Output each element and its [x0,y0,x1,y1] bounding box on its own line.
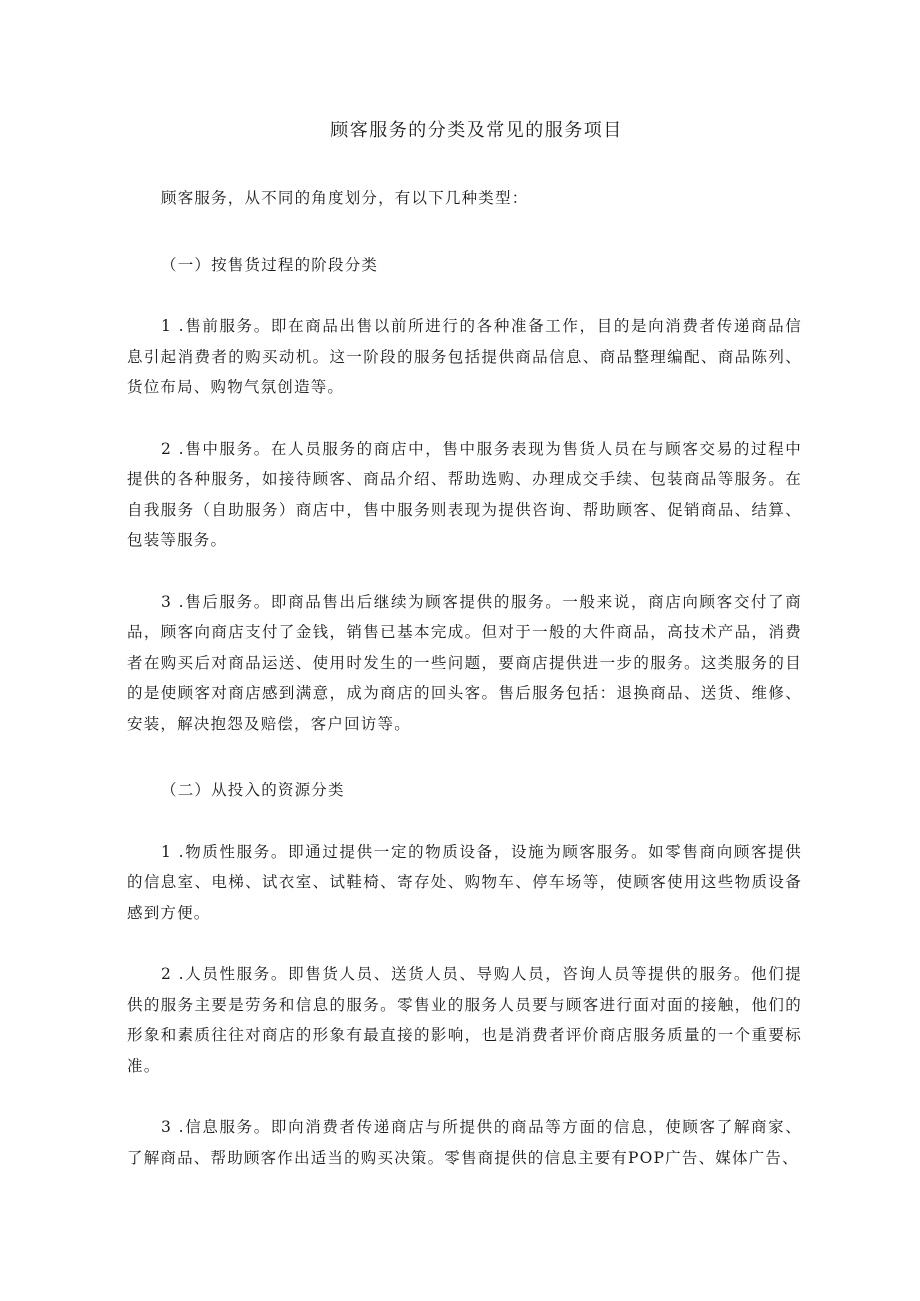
intro-paragraph: 顾客服务，从不同的角度划分，有以下几种类型： [161,189,529,207]
section-2-item-3: 3 .信息服务。即向消费者传递商店与所提供的商品等方面的信息，使顾客了解商家、了解商品、帮助顾客作出适当的购买决策。零售商提供的信息主要有POP广告、媒体广告、 [127,1118,802,1167]
document-title: 顾客服务的分类及常见的服务项目 [330,120,623,141]
section-heading-2: （二）从投入的资源分类 [161,781,345,799]
section-1-item-1: 1 .售前服务。即在商品出售以前所进行的各种准备工作，目的是向消费者传递商品信息引起消费者的购买动机。这一阶段的服务包括提供商品信息、商品整理编配、商品陈列、货位布局、购物气氛创造等。 [127,317,802,396]
section-2-item-1: 1 .物质性服务。即通过提供一定的物质设备，设施为顾客服务。如零售商向顾客提供的信息室、电梯、试衣室、试鞋椅、寄存处、购物车、停车场等，使顾客使用这些物质设备感到方便。 [127,842,802,922]
section-2-item-2: 2 .人员性服务。即售货人员、送货人员、导购人员，咨询人员等提供的服务。他们提供的服务主要是劳务和信息的服务。零售业的服务人员要与顾客进行面对面的接触，他们的形象和素质往往对商店的形象有最直接的影响，也是消费者评价商店服务质量的一个重要标准。 [127,965,802,1075]
section-1-item-2: 2 .售中服务。在人员服务的商店中，售中服务表现为售货人员在与顾客交易的过程中提供的各种服务，如接待顾客、商品介绍、帮助选购、办理成交手续、包装商品等服务。在自我服务（自助服务）商店中，售中服务则表现为提供咨询、帮助顾客、促销商品、结算、包装等服务。 [127,439,802,549]
section-1-item-3: 3 .售后服务。即商品售出后继续为顾客提供的服务。一般来说，商店向顾客交付了商品，顾客向商店支付了金钱，销售已基本完成。但对于一般的大件商品，高技术产品，消费者在购买后对商品运送、使用时发生的一些问题，要商店提供进一步的服务。这类服务的目的是使顾客对商店感到满意，成为商店的回头客。售后服务包括：退换商品、送货、维修、安装，解决抱怨及赔偿，客户回访等。 [127,592,802,733]
section-heading-1: （一）按售货过程的阶段分类 [161,255,379,274]
